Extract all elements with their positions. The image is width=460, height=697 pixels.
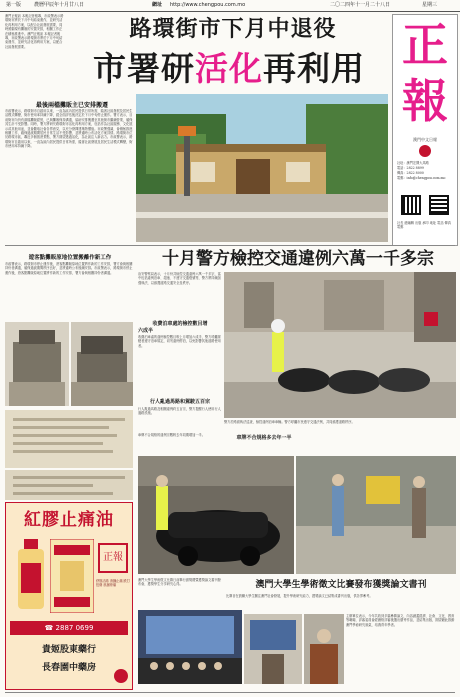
- traffic-subhead-3: 車牌不合規格多去年一半: [236, 435, 292, 441]
- traffic-subhead-1: [138, 320, 222, 334]
- ad-text: 舒筋活絡 消腫止痛 跌打扭傷 風濕骨痛: [96, 579, 130, 588]
- contact-line: 電話：2822 8899: [397, 166, 424, 170]
- masthead-char-bao: 報: [402, 74, 448, 128]
- headline-part1: 市署研: [93, 49, 195, 88]
- website-url[interactable]: http://www.chengpou.com.mo: [170, 2, 246, 8]
- old-market-photo-left: [5, 322, 69, 406]
- lead-subhead-1: 最後兩檔攤販主已安排搬遷: [35, 102, 108, 109]
- traffic-headline: 十月警方檢控交通違例六萬一千多宗: [162, 249, 434, 269]
- masthead-footer: 社長 總編輯 出版 承印 地址 電話 傳真 電郵: [397, 221, 451, 230]
- qr-code-left[interactable]: [401, 195, 421, 215]
- lunar-date: 農曆甲辰年十月廿八日: [34, 2, 85, 8]
- page-label: 第一版: [6, 2, 22, 8]
- pain-oil-advertisement[interactable]: [5, 502, 133, 690]
- car-inspection-photo: [138, 456, 294, 574]
- website-label: 網址: [152, 2, 163, 8]
- ad-phone[interactable]: ☎ 2887 0699: [10, 621, 128, 635]
- headline-highlight: 活化: [195, 49, 263, 88]
- contact-line: 電郵：info@chengpou.com.mo: [397, 176, 446, 180]
- left-column-text: 澳門正報訊 本報記者報導，市政署表示路環街市將於下月中旬結束運作，並研究活化再利用方案，以配合社區發展需要，同時照顧現有攤販的安置安排，相關工作正在積極推進中。澳門正報訊 本報記者報導，市政署表示路環街市將於下月中旬結束運作，並研究活化再利用方案，以配合社區發展需要。: [5, 14, 64, 49]
- umac-headline: 澳門大學生學術徵文比賽發布獲獎論文書刊: [255, 580, 427, 590]
- ad-bottle-image: [14, 539, 48, 609]
- header-strip: [0, 0, 460, 12]
- lead-headline: [68, 48, 390, 90]
- document-photo-2: [5, 470, 133, 500]
- masthead-contacts: [397, 161, 453, 181]
- ad-footer-1: 貴姬股東藥行: [41, 645, 96, 655]
- left-lower-story-text: 市政署表示，路環街市停止運作後，遊客點攤販原地位置將作新的工作安排，署方會與相關持份者溝通，確保過渡期間秩序良好，並將適時公布後續安排。市政署表示，路環街市停止運作後，遊客點攤販原地位置將作新的工作安排，署方會與相關持份者溝通。: [5, 262, 133, 275]
- section-divider: [5, 245, 455, 246]
- contact-line: 社址：澳門宏開大馬路: [397, 161, 429, 165]
- umac-story-text-1: 澳門大學生學術徵文比賽日前舉行頒獎禮暨獲獎論文書刊發布會，獲獎學生分享研究心得。: [138, 578, 221, 587]
- traffic-story-text-1: 治安警察局表示，十月份共檢控交通違例六萬一千多宗，當中包括違例泊車、超速、不遵守交通燈號等，警方將持續加強執法，以維護道路交通安全及秩序。: [138, 272, 221, 285]
- ad-package-image: [50, 539, 94, 613]
- masthead: [392, 14, 458, 246]
- umac-ceremony-photo: [138, 610, 242, 684]
- umac-speaker-photo: [304, 614, 344, 684]
- headline-part2: 再利用: [263, 49, 365, 88]
- masthead-logo-mark: [419, 145, 431, 157]
- masthead-subline: 澳門中文日報: [413, 137, 437, 142]
- traffic-story-text-4: 車牌不合規格的違例宗數較去年同期增加一半。: [138, 433, 205, 437]
- bottom-rule: [5, 692, 455, 693]
- ad-seal: 正報: [98, 543, 128, 573]
- ad-icon: [114, 669, 128, 683]
- lead-kicker: 路環街市下月中退役: [129, 16, 337, 42]
- traffic-photo-caption: 警方於路面執法巡查，檢控違例泊車車輛。警方呼籲市民遵守交通法例，共同維護道路秩序。: [224, 420, 355, 424]
- umac-story-text-2: 比賽旨在鼓勵大學生關注澳門社會發展，提升學術研究能力，獲獎論文已結集成書刊出版，供各界參考。: [226, 594, 373, 598]
- traffic-story-text-3: 行人亂過馬路及相關違例約五百宗，警方提醒行人使用行人過路設施。: [138, 407, 221, 416]
- traffic-subhead-2: 行人亂過馬路和駕駛五百宗: [149, 399, 210, 405]
- old-market-photo-right: [71, 322, 133, 406]
- contact-line: 傳真：2822 8000: [397, 171, 424, 175]
- masthead-char-zheng: 正: [402, 18, 448, 72]
- traffic-police-photo: [224, 272, 456, 418]
- umac-podium-photo: [244, 614, 302, 684]
- traffic-subhead-1a: 收費泊車處的檢控數目增: [152, 321, 208, 327]
- lead-story-text: 市政署表示，路環街市自啟用以來，一直為區內居民提供日常所需，隨著社區發展及居民生活模式轉變，街市使用率持續下降，經全面評估後決定於下月中旬停止運作。署方表示，目前街市內仍有兩檔攤販經營，已與攤販保持溝通，協助安排搬遷至其他街市繼續營業，確保其生計不受影響。同時，署方將研究路環街市活化再利用方案，包括作為社區服務、文化展示或其他用途，並會聽取社會各界意見，以充分發揮建築物價值。市政署強調，會積極推進相關工作，確保過渡期間居民日常生活不受影響，並將適時公布活化方案詳情。路環街市位於路環市區，鄰近多個旅遊景點，署方期望透過活化，為社區注入新活力。市政署表示，路環街市自啟用以來，一直為區內居民提供日常所需，隨著社區發展及居民生活模式轉變，街市使用率持續下降。: [5, 109, 133, 149]
- traffic-story-text-2: 收費泊車處的違例檢控數目較上月增加六成半，警方呼籲駕駛者遵守泊車規定，切勿違例停泊，以免影響其他道路使用者。: [138, 335, 221, 348]
- coloane-market-photo: [136, 94, 388, 242]
- umac-story-text-3: 主辦單位表示，今年共收到多篇參賽論文，內容涵蓋經濟、社會、文化、教育等範疇，評審委員會經嚴格評審後選出優秀作品，並結集出版，期望藉此推動澳門學術研究風氣，培養青年學者。: [346, 614, 455, 627]
- ad-footer-2: 長春園中藥房: [41, 663, 96, 673]
- weekday: 星期三: [422, 2, 438, 8]
- issue-date: 二〇二四年十一月二十八日: [330, 2, 391, 8]
- lead-subhead-2: 遊客點攤販原地位置搬離作新工作: [28, 255, 112, 261]
- document-photo-1: [5, 410, 133, 468]
- roadside-check-photo: [296, 456, 456, 574]
- ad-title: 紅膠止痛油: [24, 510, 114, 530]
- qr-code-right[interactable]: [429, 195, 449, 215]
- traffic-subhead-1b: 六成半: [138, 328, 154, 334]
